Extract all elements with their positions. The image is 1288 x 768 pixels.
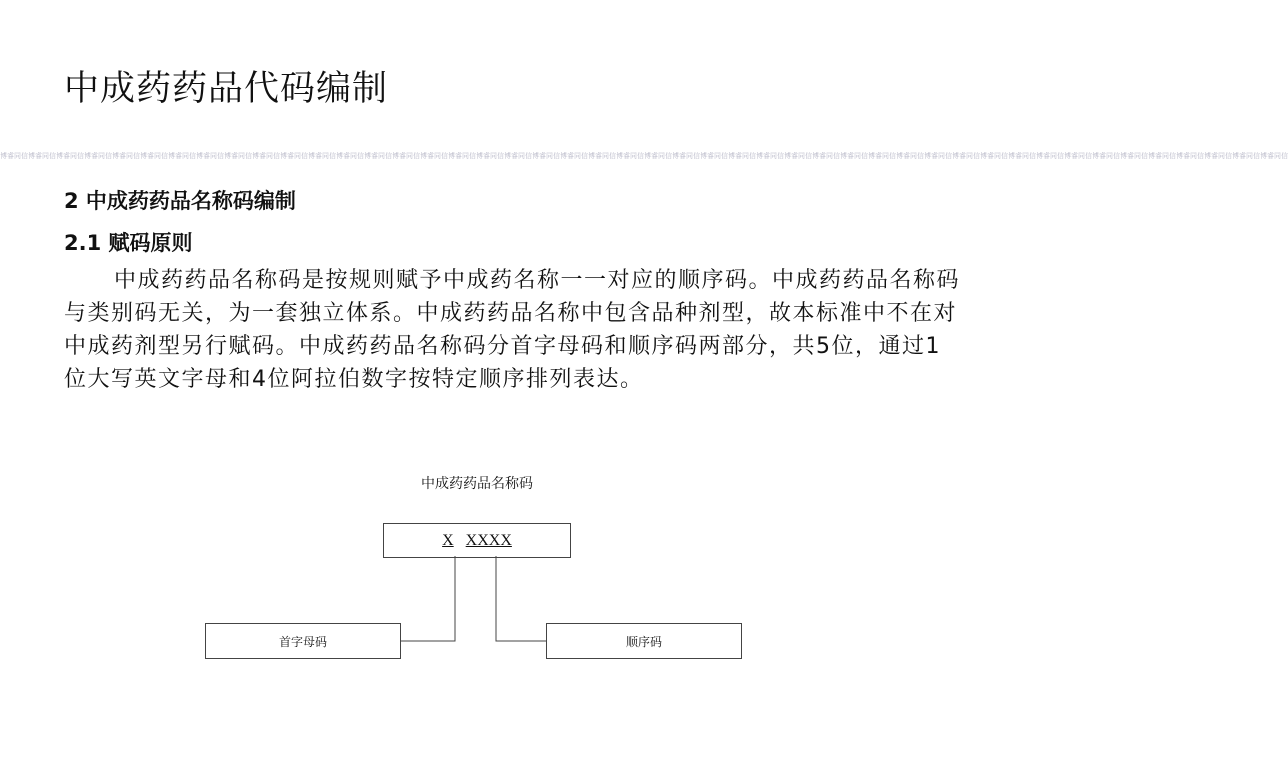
first-letter-code-label: 首字母码 [278,634,327,649]
diagram-caption: 中成药药品名称码 [421,476,533,492]
code-letter-placeholder: X [442,531,454,549]
watermark-strip: 博睿同信博睿同信博睿同信博睿同信博睿同信博睿同信博睿同信博睿同信博睿同信博睿同信博睿同信博睿同信博睿同信博睿同信博睿同信博睿同信博睿同信博睿同信博睿同信博睿同信博睿同信博睿同信博睿同信博睿同信博睿同信博睿同信博睿同信博睿同信博睿同信博睿同信博睿同信博睿同信博睿同信博睿同信博睿同信博睿同信博睿同信博睿同信博睿同信博睿同信博睿同信博睿同信博睿同信博睿同信博睿同信博睿同信 [0,152,1288,160]
subsection-heading: 2.1 赋码原则 [64,231,193,255]
sequence-code-box [546,623,742,659]
connector-left [399,556,455,641]
slide-title: 中成药药品代码编制 [64,69,389,109]
sequence-code-label: 顺序码 [625,634,662,649]
connector-right [496,556,546,641]
section-heading: 2 中成药药品名称码编制 [64,189,296,213]
code-digits-placeholder: XXXX [465,531,512,549]
first-letter-code-box [205,623,401,659]
body-paragraph: 中成药药品名称码是按规则赋予中成药名称一一对应的顺序码。中成药药品名称码与类别码无关，为一套独立体系。中成药药品名称中包含品种剂型，故本标准中不在对中成药剂型另行赋码。中成药药品名称码分首字母码和顺序码两部分，共5位，通过1位大写英文字母和4位阿拉伯数字按特定顺序排列表达。 [64,268,961,392]
